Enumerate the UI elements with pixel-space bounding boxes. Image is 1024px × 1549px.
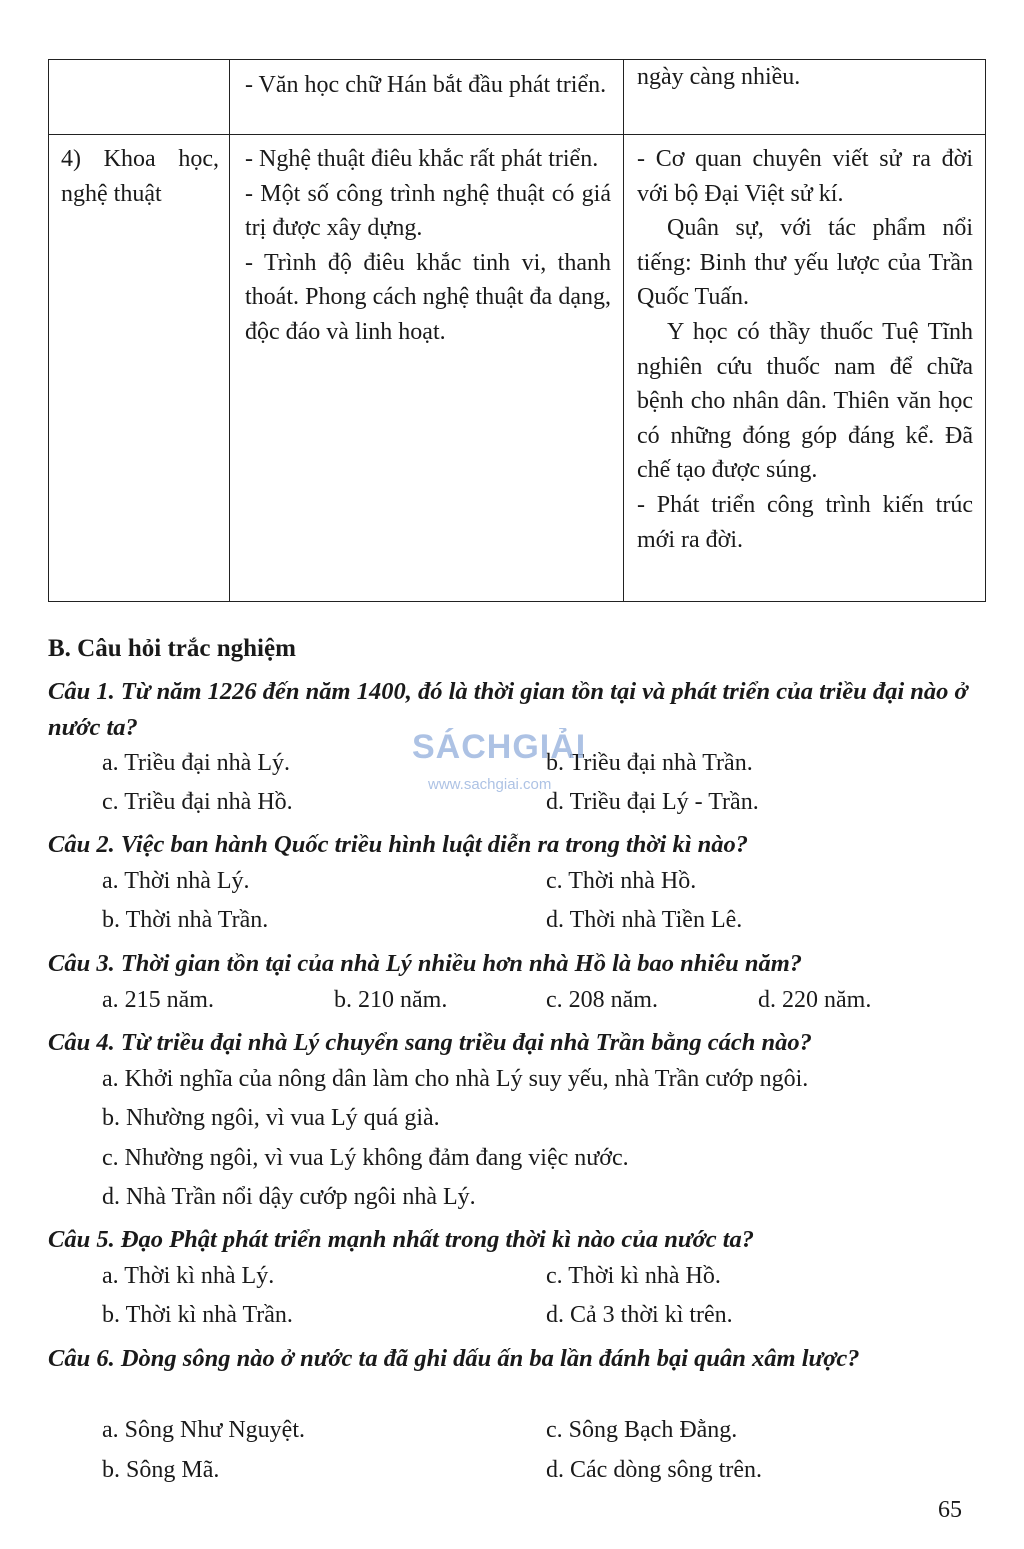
option-6a: a. Sông Như Nguyệt. — [102, 1417, 305, 1443]
option-2b: b. Thời nhà Trần. — [102, 907, 269, 933]
option-6b: b. Sông Mã. — [102, 1457, 220, 1483]
option-4d: d. Nhà Trần nổi dậy cướp ngôi nhà Lý. — [102, 1184, 476, 1210]
option-6c: c. Sông Bạch Đằng. — [546, 1417, 738, 1443]
option-2d: d. Thời nhà Tiền Lê. — [546, 907, 743, 933]
column-divider — [229, 60, 230, 601]
option-1c: c. Triều đại nhà Hồ. — [102, 789, 293, 815]
watermark-logo-text: SÁCHGIẢI — [412, 728, 587, 766]
watermark-logo — [412, 728, 612, 818]
option-5b: b. Thời kì nhà Trần. — [102, 1302, 293, 1328]
page-number: 65 — [938, 1497, 962, 1523]
history-table — [48, 59, 986, 602]
option-1b: b. Triều đại nhà Trần. — [546, 750, 753, 776]
option-4c: c. Nhường ngôi, vì vua Lý không đảm đang việc nước. — [102, 1145, 629, 1171]
option-5c: c. Thời kì nhà Hồ. — [546, 1263, 721, 1289]
option-1a: a. Triều đại nhà Lý. — [102, 750, 290, 776]
question-1: Câu 1. Từ năm 1226 đến năm 1400, đó là thời gian tồn tại và phát triển của triều đại nào ở nước ta? — [48, 678, 968, 741]
option-2a: a. Thời nhà Lý. — [102, 868, 250, 894]
question-6: Câu 6. Dòng sông nào ở nước ta đã ghi dấu ấn ba lần đánh bại quân xâm lược? — [48, 1345, 860, 1372]
option-3a: a. 215 năm. — [102, 987, 214, 1013]
cell-category-science: 4) Khoa học, nghệ thuật — [61, 146, 219, 207]
cell-top-right: ngày càng nhiều. — [637, 64, 801, 90]
option-6d: d. Các dòng sông trên. — [546, 1457, 762, 1483]
cell-science-achievements: - Cơ quan chuyên viết sử ra đời với bộ Đại Việt sử kí. Quân sự, với tác phẩm nổi tiếng: Binh thư yếu lược của Trần Quốc Tuấn. Y học có thầy thuốc Tuệ Tĩnh nghiên cứu thuốc nam để chữa bệnh cho nhân dân. Thiên văn học có những đóng góp đáng kể. Đã chế tạo được súng. - Phát triển công trình kiến trúc mới ra đời. — [637, 146, 973, 553]
section-title: B. Câu hỏi trắc nghiệm — [48, 635, 296, 662]
column-divider — [623, 60, 624, 601]
question-4: Câu 4. Từ triều đại nhà Lý chuyển sang triều đại nhà Trần bằng cách nào? — [48, 1029, 812, 1056]
option-3c: c. 208 năm. — [546, 987, 658, 1013]
row-divider — [49, 134, 985, 135]
option-1d: d. Triều đại Lý - Trần. — [546, 789, 759, 815]
question-5: Câu 5. Đạo Phật phát triển mạnh nhất trong thời kì nào của nước ta? — [48, 1226, 755, 1253]
option-4b: b. Nhường ngôi, vì vua Lý quá già. — [102, 1105, 440, 1131]
option-3d: d. 220 năm. — [758, 987, 872, 1013]
option-5d: d. Cả 3 thời kì trên. — [546, 1302, 733, 1328]
option-3b: b. 210 năm. — [334, 987, 448, 1013]
question-2: Câu 2. Việc ban hành Quốc triều hình luật diễn ra trong thời kì nào? — [48, 831, 749, 858]
cell-art-achievements: - Nghệ thuật điêu khắc rất phát triển. - Một số công trình nghệ thuật có giá trị được xây dựng. - Trình độ điêu khắc tinh vi, thanh thoát. Phong cách nghệ thuật đa dạng, độc đáo và linh hoạt. — [245, 146, 611, 345]
question-3: Câu 3. Thời gian tồn tại của nhà Lý nhiều hơn nhà Hồ là bao nhiêu năm? — [48, 950, 803, 977]
cell-literature: - Văn học chữ Hán bắt đầu phát triển. — [245, 72, 607, 98]
option-5a: a. Thời kì nhà Lý. — [102, 1263, 275, 1289]
option-4a: a. Khởi nghĩa của nông dân làm cho nhà Lý suy yếu, nhà Trần cướp ngôi. — [102, 1066, 809, 1092]
watermark-url: www.sachgiai.com — [428, 776, 552, 793]
option-2c: c. Thời nhà Hồ. — [546, 868, 697, 894]
